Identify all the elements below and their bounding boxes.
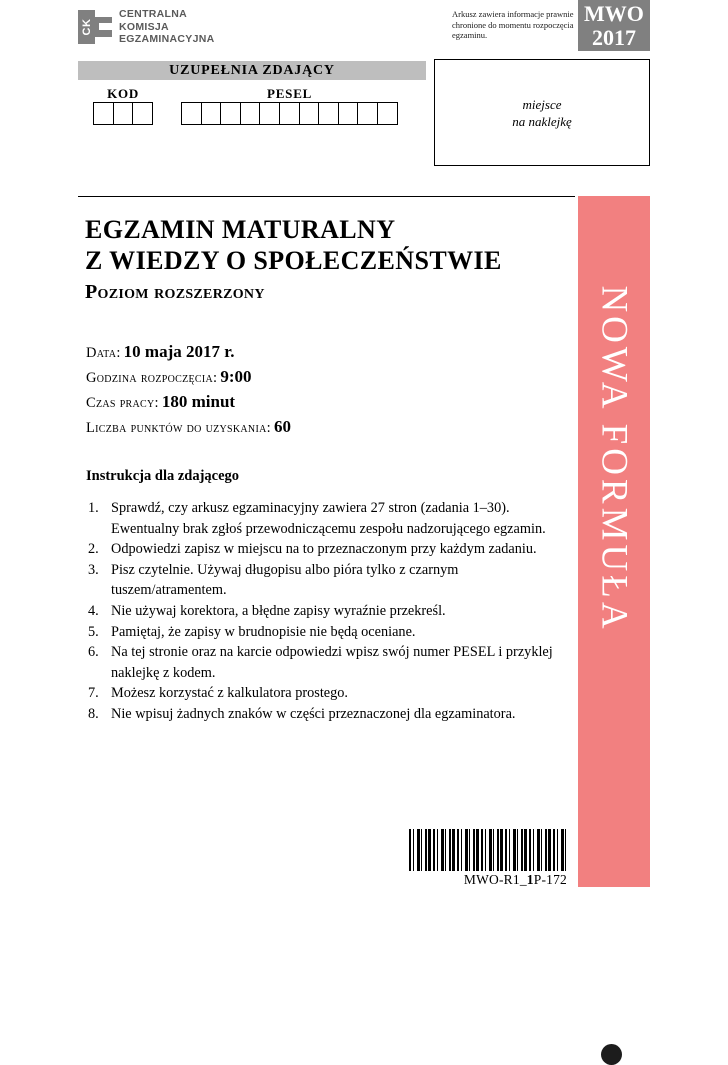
instruction-number: 7. bbox=[88, 685, 99, 702]
instruction-number: 3. bbox=[88, 561, 99, 578]
kod-field-group bbox=[93, 86, 153, 125]
cke-logo-line-3: EGZAMINACYJNA bbox=[119, 33, 215, 45]
instructions-block bbox=[86, 467, 556, 725]
exam-details bbox=[86, 340, 291, 440]
instruction-text: Sprawdź, czy arkusz egzaminacyjny zawiera 27 stron (zadania 1–30). Ewentualny brak zgłoś przewodniczącemu zespołu nadzorującego egzamin. bbox=[111, 500, 546, 537]
exam-title-block bbox=[85, 214, 502, 305]
detail-row-points bbox=[86, 415, 291, 440]
subject-code: MWO bbox=[584, 1, 644, 26]
instructions-list bbox=[86, 498, 556, 725]
pesel-cell[interactable] bbox=[318, 102, 339, 125]
detail-row-date bbox=[86, 340, 291, 365]
cke-logo bbox=[78, 8, 215, 46]
barcode-label-suffix: P-172 bbox=[533, 872, 567, 887]
cke-mark-bar-top bbox=[95, 10, 112, 17]
detail-row-duration bbox=[86, 390, 291, 415]
cke-mark-letters: CK bbox=[81, 18, 93, 36]
cke-logo-line-1: CENTRALNA bbox=[119, 8, 188, 20]
pesel-cell[interactable] bbox=[377, 102, 398, 125]
instruction-number: 4. bbox=[88, 602, 99, 619]
fill-section-title: UZUPEŁNIA ZDAJĄCY bbox=[78, 61, 426, 80]
instruction-item bbox=[86, 560, 556, 601]
instruction-text: Odpowiedzi zapisz w miejscu na to przeznaczonym przy każdym zadaniu. bbox=[111, 541, 537, 558]
pesel-cell[interactable] bbox=[240, 102, 261, 125]
kod-cell[interactable] bbox=[113, 102, 134, 125]
sticker-line-2: na naklejkę bbox=[512, 113, 572, 129]
barcode-label bbox=[409, 871, 567, 888]
pesel-cell[interactable] bbox=[181, 102, 202, 125]
barcode-label-prefix: MWO-R1_ bbox=[463, 872, 527, 887]
kod-input[interactable] bbox=[93, 102, 153, 125]
instruction-item bbox=[86, 539, 556, 560]
pesel-cell[interactable] bbox=[279, 102, 300, 125]
confidentiality-notice: Arkusz zawiera informacje prawnie chronione do momentu rozpoczęcia egzaminu. bbox=[452, 9, 574, 40]
barcode-label-bold: 1 bbox=[526, 872, 534, 887]
barcode-image bbox=[409, 829, 567, 871]
sticker-placeholder-text bbox=[512, 96, 572, 130]
exam-level: Poziom rozszerzony bbox=[85, 281, 265, 303]
cke-logo-wordmark bbox=[119, 8, 215, 46]
nowa-formula-label: NOWA FORMUŁA bbox=[593, 285, 635, 633]
exam-title-line-2: Z WIEDZY O SPOŁECZEŃSTWIE bbox=[85, 246, 502, 275]
detail-label-date: Data: bbox=[86, 345, 121, 361]
instruction-text: Pamiętaj, że zapisy w brudnopisie nie będą oceniane. bbox=[111, 623, 416, 640]
instruction-item bbox=[86, 704, 556, 725]
pesel-cell[interactable] bbox=[220, 102, 241, 125]
cke-logo-mark bbox=[78, 10, 112, 44]
instruction-text: Możesz korzystać z kalkulatora prostego. bbox=[111, 685, 349, 702]
detail-label-duration: Czas pracy: bbox=[86, 395, 159, 411]
cke-logo-line-2: KOMISJA bbox=[119, 20, 169, 33]
pesel-cell[interactable] bbox=[357, 102, 378, 125]
pesel-field-group bbox=[181, 86, 398, 125]
instruction-text: Na tej stronie oraz na karcie odpowiedzi wpisz swój numer PESEL i przyklej naklejkę z kodem. bbox=[111, 644, 553, 681]
cke-mark-bar-bot bbox=[95, 37, 112, 44]
header-divider bbox=[78, 196, 575, 197]
detail-value-duration: 180 minut bbox=[161, 392, 236, 411]
pesel-cell[interactable] bbox=[338, 102, 359, 125]
kod-cell[interactable] bbox=[93, 102, 114, 125]
instruction-number: 1. bbox=[88, 500, 99, 516]
detail-value-start-time: 9:00 bbox=[220, 367, 252, 386]
sticker-placeholder-box[interactable] bbox=[434, 59, 650, 166]
kod-label: KOD bbox=[107, 86, 140, 101]
sticker-line-1: miejsce bbox=[522, 96, 562, 112]
instruction-text: Nie używaj korektora, a błędne zapisy wyraźnie przekreśl. bbox=[111, 602, 446, 619]
registration-dot bbox=[601, 1044, 622, 1065]
detail-label-points: Liczba punktów do uzyskania: bbox=[86, 420, 271, 436]
instruction-text: Pisz czytelnie. Używaj długopisu albo pióra tylko z czarnym tuszem/atramentem. bbox=[111, 561, 459, 599]
instructions-heading: Instrukcja dla zdającego bbox=[86, 468, 240, 484]
nowa-formula-sidebar bbox=[578, 196, 650, 887]
kod-cell[interactable] bbox=[132, 102, 153, 125]
instruction-number: 6. bbox=[88, 644, 99, 661]
pesel-input[interactable] bbox=[181, 102, 398, 125]
instruction-item bbox=[86, 622, 556, 643]
barcode-area bbox=[409, 829, 567, 888]
instruction-number: 8. bbox=[88, 705, 99, 722]
pesel-cell[interactable] bbox=[299, 102, 320, 125]
instruction-number: 5. bbox=[88, 623, 99, 640]
detail-row-start-time bbox=[86, 365, 291, 390]
instruction-item bbox=[86, 498, 556, 539]
exam-year: 2017 bbox=[592, 25, 636, 50]
instruction-item bbox=[86, 642, 556, 683]
instruction-number: 2. bbox=[88, 541, 99, 558]
instruction-text: Nie wpisuj żadnych znaków w części przeznaczonej dla egzaminatora. bbox=[111, 705, 516, 722]
instruction-item bbox=[86, 683, 556, 704]
exam-title-line-1: EGZAMIN MATURALNY bbox=[85, 215, 396, 244]
pesel-label: PESEL bbox=[266, 86, 313, 101]
detail-value-date: 10 maja 2017 r. bbox=[123, 342, 235, 361]
subject-year-badge bbox=[578, 0, 650, 51]
instruction-item bbox=[86, 601, 556, 622]
pesel-cell[interactable] bbox=[259, 102, 280, 125]
detail-label-start-time: Godzina rozpoczęcia: bbox=[86, 370, 218, 386]
detail-value-points: 60 bbox=[273, 417, 291, 436]
pesel-cell[interactable] bbox=[201, 102, 222, 125]
